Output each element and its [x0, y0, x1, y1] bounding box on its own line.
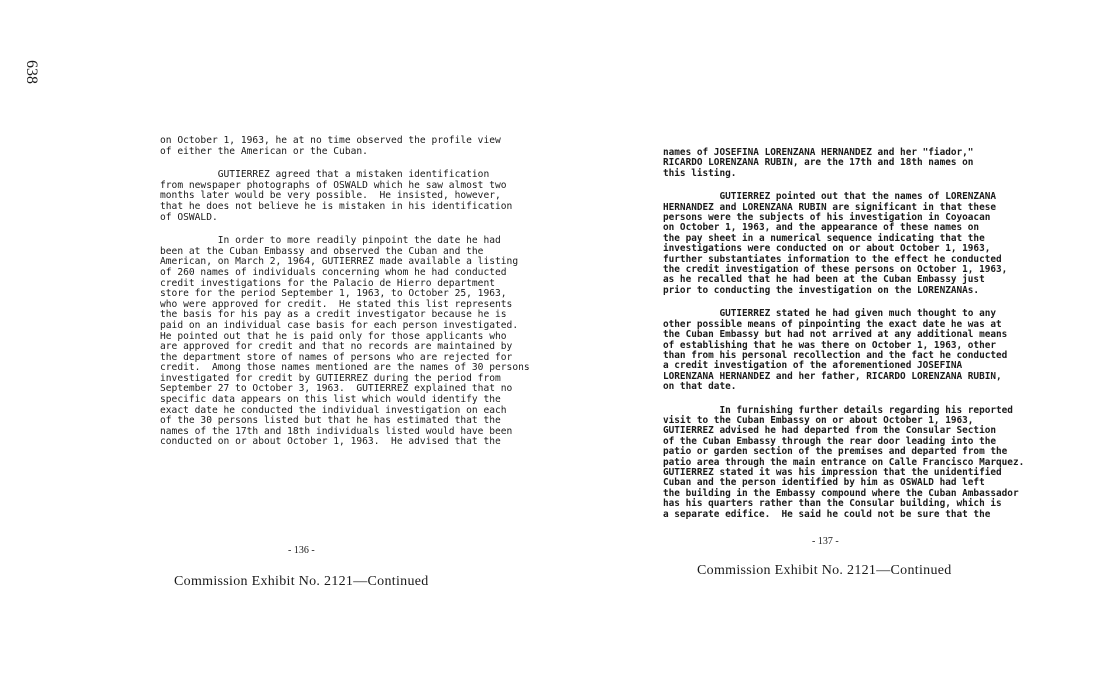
- right-exhibit-caption: Commission Exhibit No. 2121—Continued: [697, 563, 952, 578]
- left-exhibit-caption: Commission Exhibit No. 2121—Continued: [174, 574, 429, 589]
- margin-page-number: 638: [23, 60, 40, 84]
- right-paragraph: GUTIERREZ pointed out that the names of LORENZANA HERNANDEZ and LORENZANA RUBIN are significant in that these persons were the subjects of his investigation in Coyoacan on October 1, 1963, and the appearance of these names on the pay sheet in a numerical sequence indicating that the investigations were conducted on or about October 1, 1963, further substantiates information to the effect he conducted the credit investigation of these persons on October 1, 1963, as he recalled that he had been at the Cuban Embassy just prior to conducting the investigation on the LORENZANAs.: [663, 191, 1008, 296]
- right-paragraph: In furnishing further details regarding his reported visit to the Cuban Embassy on or about October 1, 1963, GUTIERREZ advised he had departed from the Consular Section of the Cuban Embassy through the rear door leading into the patio or garden section of the premises and departed from the patio area through the main entrance on Calle Francisco Marquez. GUTIERREZ stated it was his impression that the unidentified Cuban and the person identified by him as OSWALD had left the building in the Embassy compound where the Cuban Ambassador has his quarters rather than the Consular building, which is a separate edifice. He said he could not be sure that the: [663, 404, 1025, 520]
- left-paragraph: In order to more readily pinpoint the date he had been at the Cuban Embassy and observed the Cuban and the American, on March 2, 1964, GUTIERREZ made available a listing of 260 names of individuals concerning whom he had conducted credit investigations for the Palacio de Hierro department store for the period September 1, 1963, to October 25, 1963, who were approved for credit. He stated this list represents the basis for his pay as a credit investigator because he is paid on an individual case basis for each person investigated. He pointed out that he is paid only for those applicants who are approved for credit and that no records are maintained by the department store of names of persons who are rejected for credit. Among those names mentioned are the names of 30 persons investigated for credit by GUTIERREZ during the period from September 27 to October 3, 1963. GUTIERREZ explained that no specific data appears on this list which would identify the exact date he conducted the individual investigation on each of the 30 persons listed but that he has estimated that the names of the 17th and 18th individuals listed would have been conducted on or about October 1, 1963. He advised that the: [160, 235, 530, 448]
- left-page-number: - 136 -: [288, 545, 315, 556]
- left-page-body: [160, 136, 530, 461]
- right-page-number: - 137 -: [812, 536, 839, 547]
- right-paragraph: GUTIERREZ stated he had given much thought to any other possible means of pinpointing the exact date he was at the Cuban Embassy but had not arrived at any additional means of establishing that he was there on October 1, 1963, other than from his personal recollection and the fact he conducted a credit investigation of the aforementioned JOSEFINA LORENZANA HERNANDEZ and her father, RICARDO LORENZANA RUBIN, on that date.: [663, 308, 1008, 393]
- right-paragraph: names of JOSEFINA LORENZANA HERNANDEZ and her "fiador," RICARDO LORENZANA RUBIN, are the 17th and 18th names on this listing.: [663, 147, 974, 179]
- right-page-body: [663, 148, 1033, 533]
- left-paragraph: GUTIERREZ agreed that a mistaken identification from newspaper photographs of OSWALD which he saw almost two months later would be very possible. He insisted, however, that he does not believe he is mistaken in his identification of OSWALD.: [160, 169, 513, 223]
- left-paragraph: on October 1, 1963, he at no time observed the profile view of either the American or the Cuban.: [160, 135, 501, 157]
